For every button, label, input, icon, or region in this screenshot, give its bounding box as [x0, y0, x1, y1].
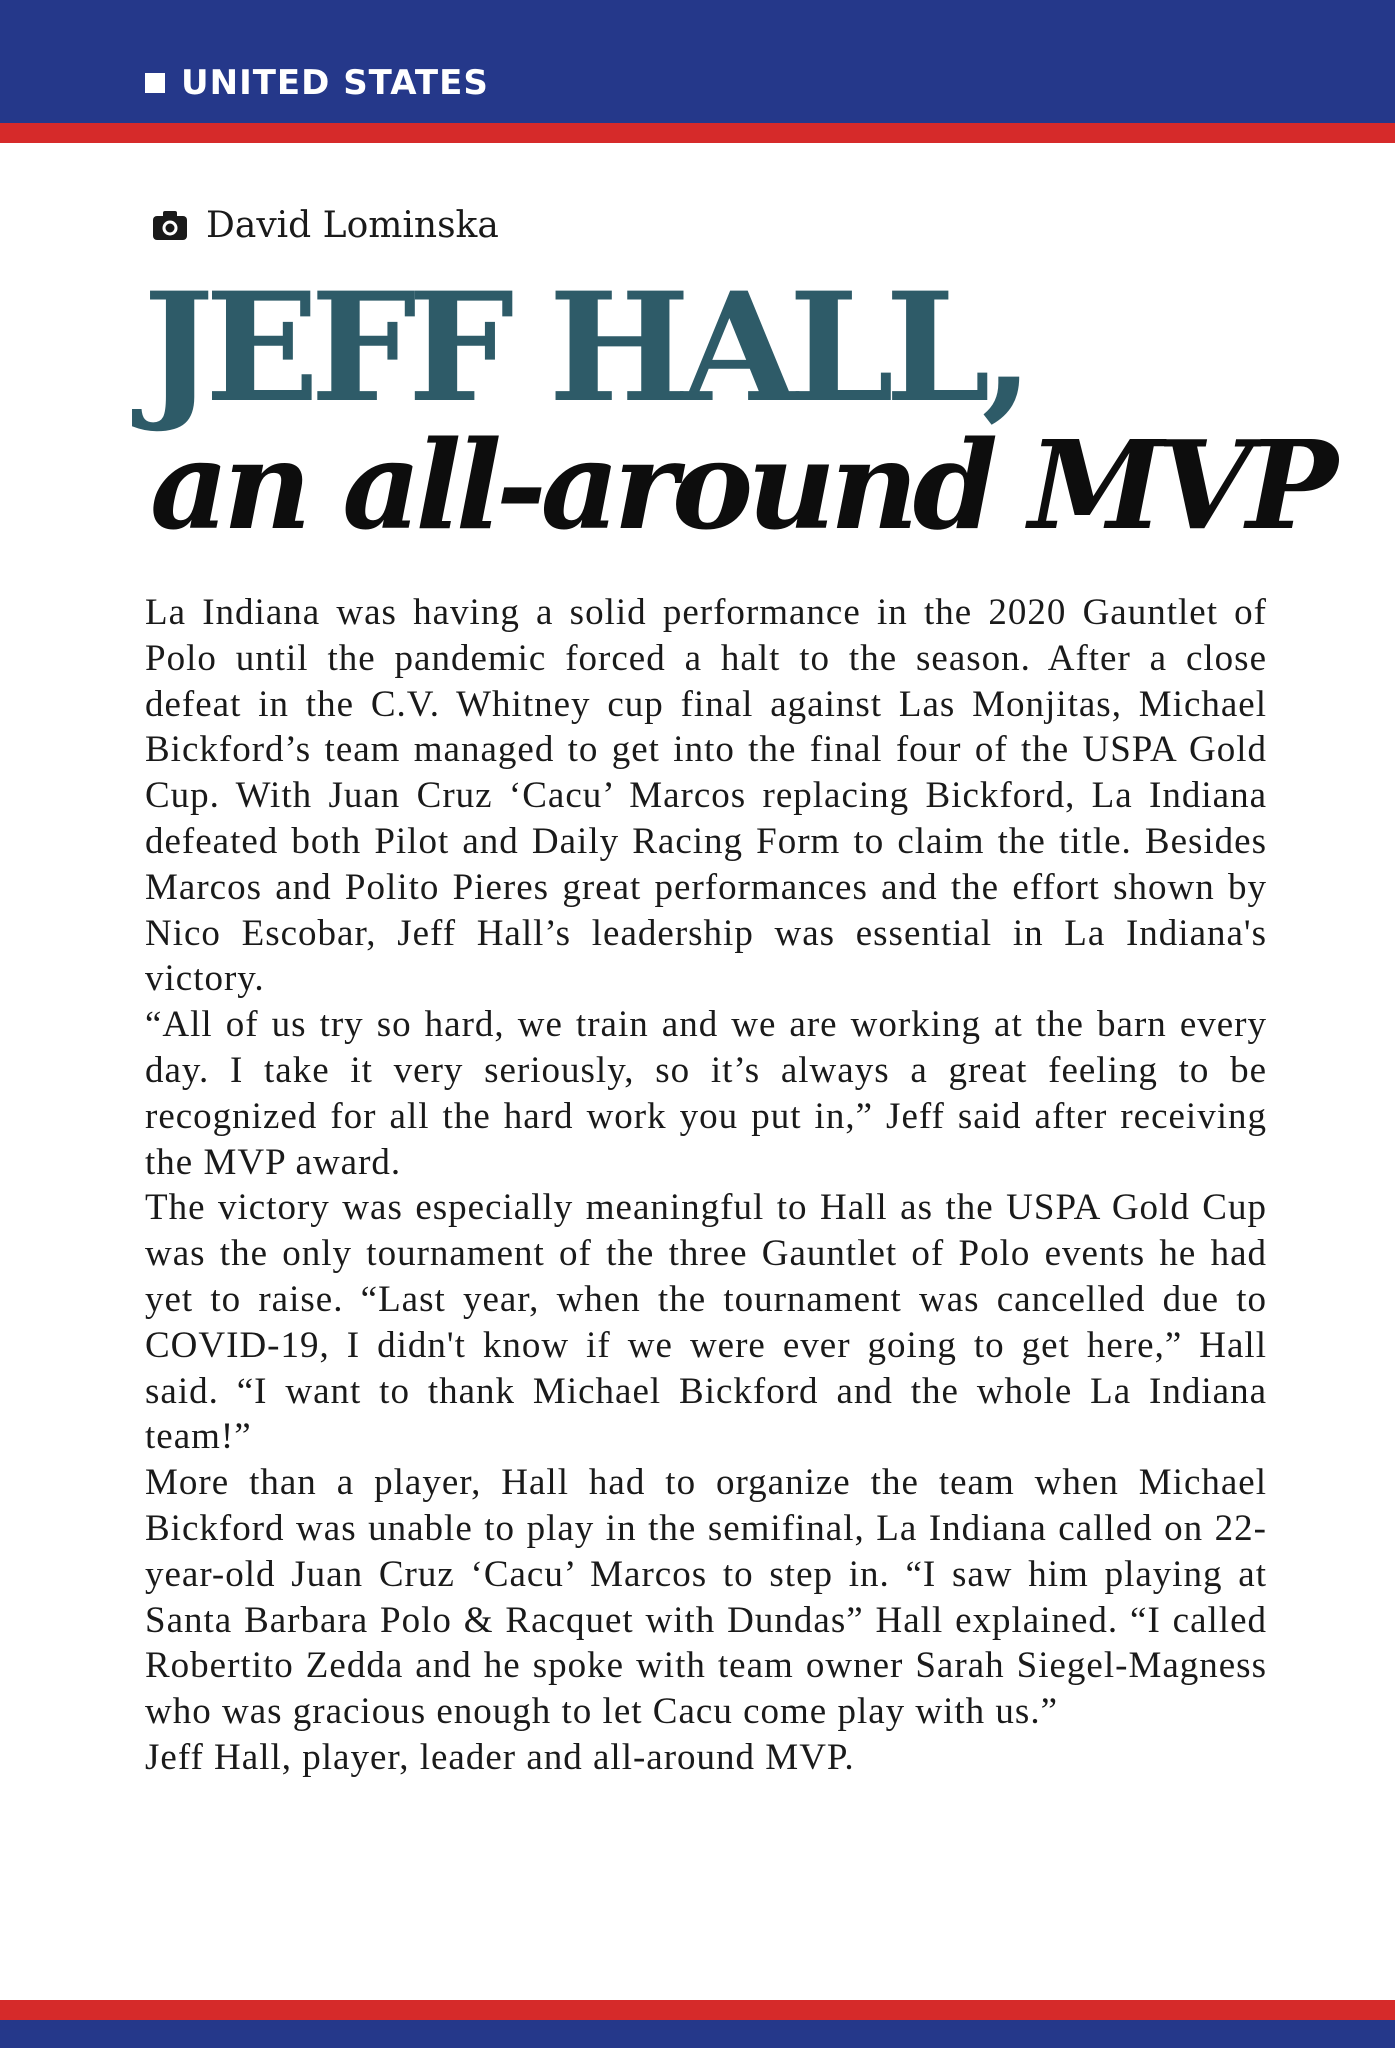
headline-subtitle: an all-around MVP [150, 413, 1332, 557]
article-paragraph: La Indiana was having a solid performance in the 2020 Gauntlet of Polo until the pandemic forced a halt to the season. After a close defeat in the C.V. Whitney cup final against Las Monjitas, Michael Bickford’s team managed to get into the final four of the USPA Gold Cup. With Juan Cruz ‘Cacu’ Marcos replacing Bickford, La Indiana defeated both Pilot and Daily Racing Form to claim the title. Besides Marcos and Polito Pieres great performances and the effort shown by Nico Escobar, Jeff Hall’s leadership was essential in La Indiana's victory. [145, 592, 1267, 1000]
section-label-text: UNITED STATES [181, 63, 489, 103]
article-paragraph: More than a player, Hall had to organize the team when Michael Bickford was unable to play in the semifinal, La Indiana called on 22-year-old Juan Cruz ‘Cacu’ Marcos to step in. “I saw him playing at Santa Barbara Polo & Racquet with Dundas” Hall explained. “I called Robertito Zedda and he spoke with team owner Sarah Siegel-Magness who was gracious enough to let Cacu come play with us.” [145, 1462, 1267, 1733]
top-red-stripe [0, 123, 1395, 143]
bottom-footer-band [0, 2020, 1395, 2048]
bottom-red-stripe [0, 2000, 1395, 2020]
article-body [145, 590, 1267, 1781]
article-closing-line: Jeff Hall, player, leader and all-around MVP. [145, 1736, 855, 1778]
camera-icon [152, 209, 188, 241]
square-bullet-icon [145, 73, 165, 93]
photographer-name: David Lominska [206, 204, 499, 246]
article-paragraph: The victory was especially meaningful to Hall as the USPA Gold Cup was the only tournament of the three Gauntlet of Polo events he had yet to raise. “Last year, when the tournament was cancelled due to COVID-19, I didn't know if we were ever going to get here,” Hall said. “I want to thank Michael Bickford and the whole La Indiana team!” [145, 1187, 1267, 1458]
article-paragraph: “All of us try so hard, we train and we are working at the barn every day. I take it very seriously, so it’s always a great feeling to be recognized for all the hard work you put in,” Jeff said after receiving the MVP award. [145, 1004, 1267, 1183]
section-label [145, 58, 489, 108]
headline-name: JEFF HALL, [143, 260, 1025, 436]
photo-credit [152, 200, 499, 250]
